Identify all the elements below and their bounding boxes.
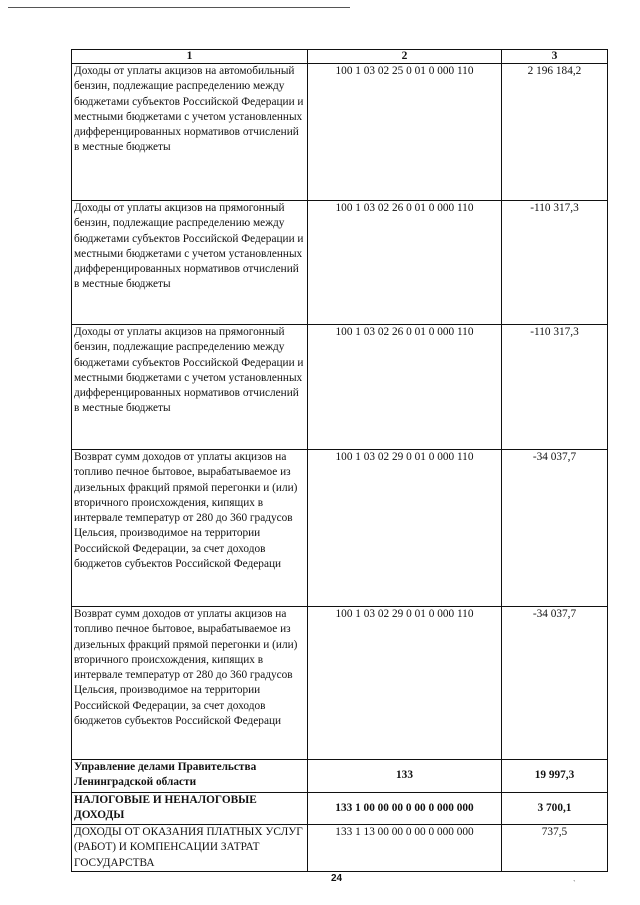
table-row	[72, 325, 608, 450]
row-code: 100 1 03 02 26 0 01 0 000 110	[308, 201, 502, 325]
row-name: Доходы от уплаты акцизов на прямогонный бензин, подлежащие распределению между бюджетами субъектов Российской Федерации и местными бюджетами с учетом установленных дифференцированных нормативов отчислений в местные бюджеты	[72, 201, 308, 325]
header-col-3: 3	[502, 50, 608, 64]
table-row	[72, 825, 608, 872]
row-name: Управление делами Правительства Ленинградской области	[72, 760, 308, 793]
row-amount: 737,5	[502, 825, 608, 872]
row-code: 100 1 03 02 29 0 01 0 000 110	[308, 450, 502, 607]
revenue-table	[71, 49, 608, 872]
row-amount: -110 317,3	[502, 325, 608, 450]
row-amount: 19 997,3	[502, 760, 608, 793]
row-amount: -34 037,7	[502, 450, 608, 607]
row-name: Возврат сумм доходов от уплаты акцизов на топливо печное бытовое, вырабатываемое из дизельных фракций прямой перегонки и (или) вторичного происхождения, кипящих в интервале температур от 280 до 360 градусов Цельсия, производимое на территории Российской Федерации, за счет доходов бюджетов субъектов Российской Федераци	[72, 607, 308, 760]
row-code: 133	[308, 760, 502, 793]
row-amount: -110 317,3	[502, 201, 608, 325]
row-name: Доходы от уплаты акцизов на прямогонный бензин, подлежащие распределению между бюджетами субъектов Российской Федерации и местными бюджетами с учетом установленных дифференцированных нормативов отчислений в местные бюджеты	[72, 325, 308, 450]
top-rule	[8, 7, 350, 8]
row-amount: 3 700,1	[502, 793, 608, 825]
scan-speck: `	[573, 879, 576, 888]
row-name: ДОХОДЫ ОТ ОКАЗАНИЯ ПЛАТНЫХ УСЛУГ (РАБОТ) И КОМПЕНСАЦИИ ЗАТРАТ ГОСУДАРСТВА	[72, 825, 308, 872]
table-row	[72, 607, 608, 760]
row-amount: -34 037,7	[502, 607, 608, 760]
table-row	[72, 64, 608, 201]
header-col-2: 2	[308, 50, 502, 64]
header-col-1: 1	[72, 50, 308, 64]
row-code: 100 1 03 02 25 0 01 0 000 110	[308, 64, 502, 201]
row-name: Доходы от уплаты акцизов на автомобильный бензин, подлежащие распределению между бюджетами субъектов Российской Федерации и местными бюджетами с учетом установленных дифференцированных нормативов отчислений в местные бюджеты	[72, 64, 308, 201]
row-code: 133 1 13 00 00 0 00 0 000 000	[308, 825, 502, 872]
row-code: 100 1 03 02 26 0 01 0 000 110	[308, 325, 502, 450]
table-row	[72, 760, 608, 793]
table-row	[72, 450, 608, 607]
row-code: 133 1 00 00 00 0 00 0 000 000	[308, 793, 502, 825]
table-row	[72, 793, 608, 825]
page-number: 24	[331, 873, 343, 884]
row-amount: 2 196 184,2	[502, 64, 608, 201]
row-name: Возврат сумм доходов от уплаты акцизов на топливо печное бытовое, вырабатываемое из дизельных фракций прямой перегонки и (или) вторичного происхождения, кипящих в интервале температур от 280 до 360 градусов Цельсия, производимое на территории Российской Федерации, за счет доходов бюджетов субъектов Российской Федераци	[72, 450, 308, 607]
row-name: НАЛОГОВЫЕ И НЕНАЛОГОВЫЕ ДОХОДЫ	[72, 793, 308, 825]
row-code: 100 1 03 02 29 0 01 0 000 110	[308, 607, 502, 760]
table-header-row	[72, 50, 608, 64]
table-row	[72, 201, 608, 325]
